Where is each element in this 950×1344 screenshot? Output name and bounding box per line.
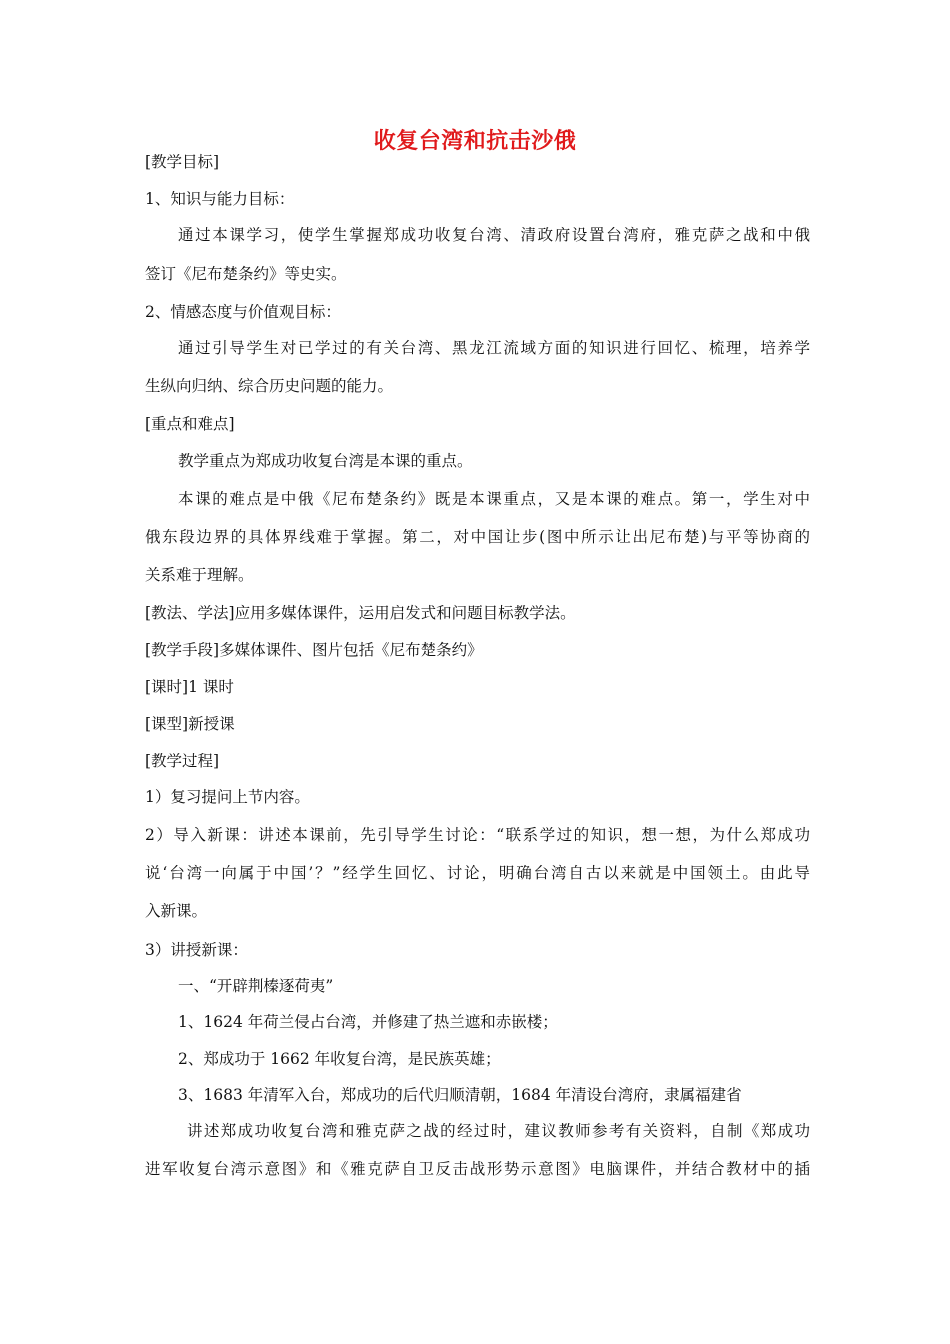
paragraph-line: 入新课。 — [145, 902, 208, 920]
goal-heading-emotion: 2、情感态度与价值观目标： — [145, 303, 341, 321]
paragraph-line: 通过引导学生对已学过的有关台湾、黑龙江流域方面的知识进行回忆、梳理，培养学 — [178, 339, 810, 357]
document-title: 收复台湾和抗击沙俄 — [373, 129, 577, 154]
section-teaching-methods: [教法、学法]应用多媒体课件，运用启发式和问题目标教学法。 — [145, 604, 576, 622]
paragraph-line: 通过本课学习，使学生掌握郑成功收复台湾、清政府设置台湾府，雅克萨之战和中俄 — [178, 226, 810, 244]
process-step-teaching: 3）讲授新课： — [145, 941, 248, 959]
paragraph-line: 生纵向归纳、综合历史问题的能力。 — [145, 377, 394, 395]
subsection-heading: 一、“开辟荆榛逐荷夷” — [178, 977, 334, 995]
paragraph-line: 说‘台湾一向属于中国’？”经学生回忆、讨论，明确台湾自古以来就是中国领土。由此导 — [145, 864, 810, 882]
paragraph-line: 签订《尼布楚条约》等史实。 — [145, 265, 347, 283]
paragraph-line: 俄东段边界的具体界线难于掌握。第二，对中国让步(图中所示让出尼布楚)与平等协商的 — [145, 528, 810, 546]
process-step-intro: 2）导入新课：讲述本课前，先引导学生讨论：“联系学过的知识，想一想，为什么郑成功 — [145, 826, 810, 844]
section-class-hours: [课时]1 课时 — [145, 678, 234, 696]
list-item: 3、1683 年清军入台，郑成功的后代归顺清朝，1684 年清设台湾府，隶属福建省 — [178, 1086, 742, 1104]
paragraph-line: 进军收复台湾示意图》和《雅克萨自卫反击战形势示意图》电脑课件，并结合教材中的插 — [145, 1160, 810, 1178]
section-teaching-means: [教学手段]多媒体课件、图片包括《尼布楚条约》 — [145, 641, 483, 659]
paragraph-line: 本课的难点是中俄《尼布楚条约》既是本课重点，又是本课的难点。第一，学生对中 — [178, 490, 810, 508]
list-item: 1、1624 年荷兰侵占台湾，并修建了热兰遮和赤嵌楼； — [178, 1013, 558, 1031]
section-heading-teaching-goals: [教学目标] — [145, 153, 220, 171]
paragraph-line: 教学重点为郑成功收复台湾是本课的重点。 — [178, 452, 473, 470]
section-heading-process: [教学过程] — [145, 752, 220, 770]
process-step-review: 1）复习提问上节内容。 — [145, 788, 310, 806]
section-lesson-type: [课型]新授课 — [145, 715, 235, 733]
paragraph-line: 讲述郑成功收复台湾和雅克萨之战的经过时，建议教师参考有关资料，自制《郑成功 — [187, 1122, 810, 1140]
section-heading-key-points: [重点和难点] — [145, 415, 235, 433]
goal-heading-knowledge: 1、知识与能力目标： — [145, 190, 295, 208]
paragraph-line: 关系难于理解。 — [145, 566, 254, 584]
list-item: 2、郑成功于 1662 年收复台湾，是民族英雄； — [178, 1050, 501, 1068]
